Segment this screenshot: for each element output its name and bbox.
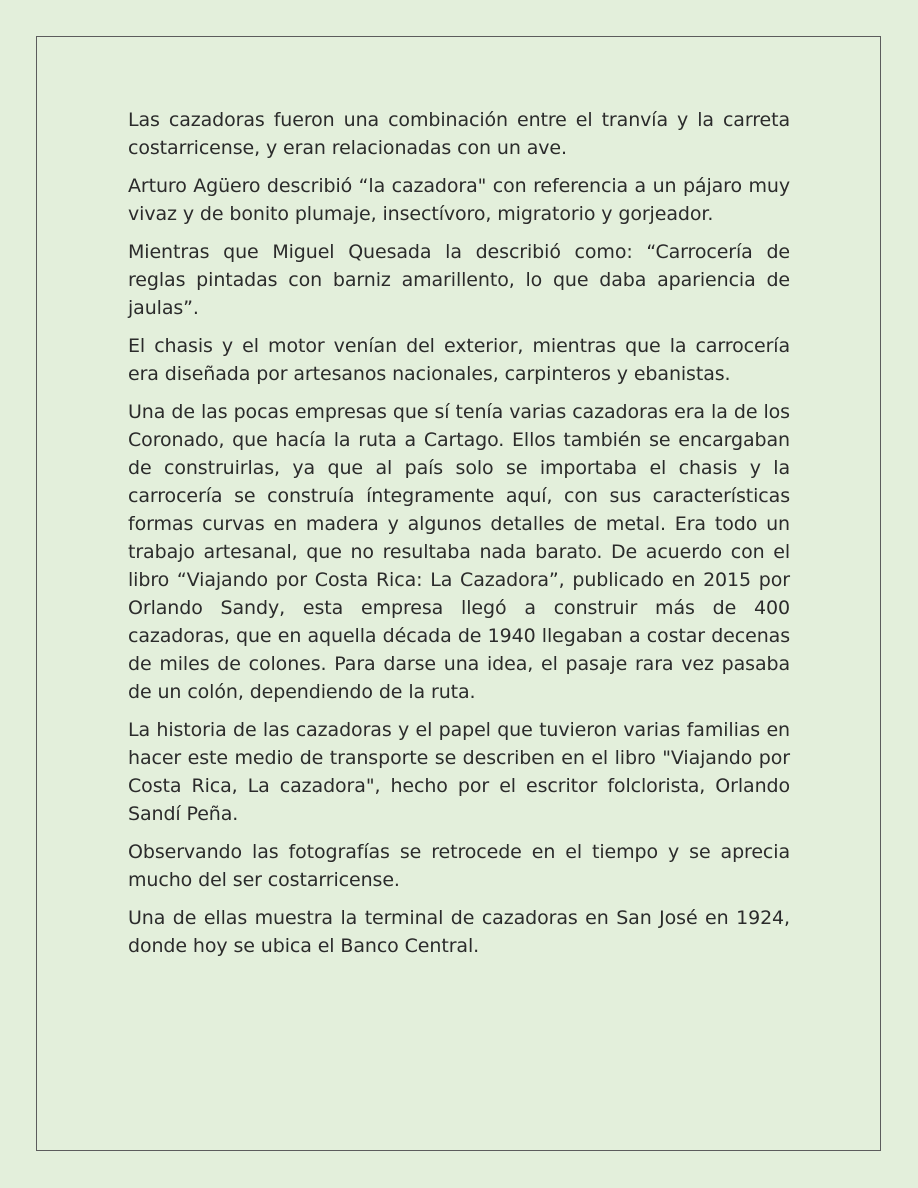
- document-body: [128, 106, 790, 970]
- paragraph-6: La historia de las cazadoras y el papel que tuvieron varias familias en hacer este medio de transporte se describen en el libro "Viajando por Costa Rica, La cazadora", hecho por el escritor folclorista, Orlando Sandí Peña.: [128, 719, 790, 825]
- paragraph-3: Mientras que Miguel Quesada la describió como: “Carrocería de reglas pintadas con barniz amarillento, lo que daba apariencia de jaulas”.: [128, 241, 790, 319]
- paragraph-2: Arturo Agüero describió “la cazadora" con referencia a un pájaro muy vivaz y de bonito plumaje, insectívoro, migratorio y gorjeador.: [128, 175, 790, 225]
- paragraph-5: Una de las pocas empresas que sí tenía varias cazadoras era la de los Coronado, que hacía la ruta a Cartago. Ellos también se encargaban de construirlas, ya que al país solo se importaba el chasis y la carrocería se construía íntegramente aquí, con sus características formas curvas en madera y algunos detalles de metal. Era todo un trabajo artesanal, que no resultaba nada barato. De acuerdo con el libro “Viajando por Costa Rica: La Cazadora”, publicado en 2015 por Orlando Sandy, esta empresa llegó a construir más de 400 cazadoras, que en aquella década de 1940 llegaban a costar decenas de miles de colones. Para darse una idea, el pasaje rara vez pasaba de un colón, dependiendo de la ruta.: [128, 401, 790, 703]
- paragraph-4: El chasis y el motor venían del exterior, mientras que la carrocería era diseñada por artesanos nacionales, carpinteros y ebanistas.: [128, 335, 790, 385]
- paragraph-8: Una de ellas muestra la terminal de cazadoras en San José en 1924, donde hoy se ubica el Banco Central.: [128, 907, 790, 957]
- paragraph-7: Observando las fotografías se retrocede en el tiempo y se aprecia mucho del ser costarricense.: [128, 841, 790, 891]
- paragraph-1: Las cazadoras fueron una combinación entre el tranvía y la carreta costarricense, y eran relacionadas con un ave.: [128, 109, 790, 159]
